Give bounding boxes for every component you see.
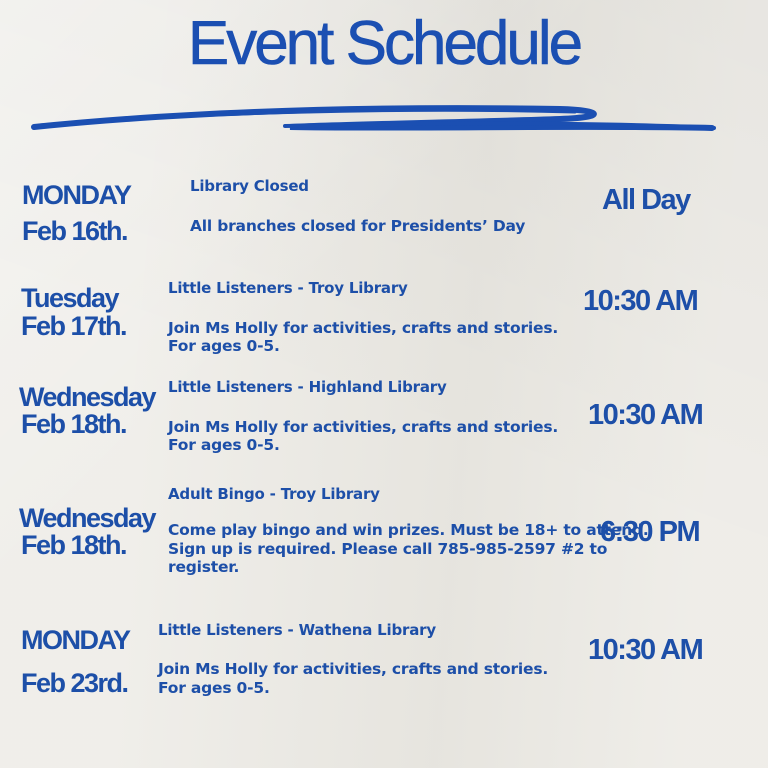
event-4-desc-line-3: register. (168, 558, 240, 576)
event-3-date: Feb 18th. (21, 409, 127, 439)
event-5-desc-line-1: Join Ms Holly for activities, crafts and stories. (158, 660, 549, 678)
event-5-time: 10:30 AM (588, 634, 703, 666)
event-4-title: Adult Bingo - Troy Library (168, 485, 380, 503)
event-1-desc-line-1: All branches closed for Presidents’ Day (190, 217, 526, 235)
event-5-desc-line-2: For ages 0-5. (158, 679, 270, 697)
event-3-day: Wednesday (19, 382, 156, 412)
event-5-day: MONDAY (21, 625, 130, 655)
event-2-date: Feb 17th. (21, 311, 127, 341)
event-3-desc-line-1: Join Ms Holly for activities, crafts and stories. (168, 418, 559, 436)
event-4-time: 6:30 PM (600, 516, 700, 548)
event-3-desc-line-2: For ages 0-5. (168, 436, 280, 454)
event-2-desc-line-2: For ages 0-5. (168, 337, 280, 355)
event-4-desc-line-2: Sign up is required. Please call 785-985-2597 #2 to (168, 540, 608, 558)
underline-swoosh (0, 95, 768, 145)
event-2-desc-line-1: Join Ms Holly for activities, crafts and stories. (168, 319, 559, 337)
event-4-desc-line-1: Come play bingo and win prizes. Must be 18+ to attend. (168, 521, 649, 539)
event-3-title: Little Listeners - Highland Library (168, 378, 447, 396)
event-1-day: MONDAY (22, 180, 131, 210)
event-3-time: 10:30 AM (588, 399, 703, 431)
event-1-time: All Day (602, 184, 690, 216)
event-5-title: Little Listeners - Wathena Library (158, 621, 436, 639)
event-2-time: 10:30 AM (583, 285, 698, 317)
event-5-date: Feb 23rd. (21, 668, 128, 698)
event-4-day: Wednesday (19, 503, 156, 533)
event-2-day: Tuesday (21, 283, 119, 313)
event-2-title: Little Listeners - Troy Library (168, 279, 408, 297)
event-1-title: Library Closed (190, 177, 309, 195)
event-1-date: Feb 16th. (22, 216, 128, 246)
event-4-date: Feb 18th. (21, 530, 127, 560)
page-title: Event Schedule (187, 9, 581, 78)
